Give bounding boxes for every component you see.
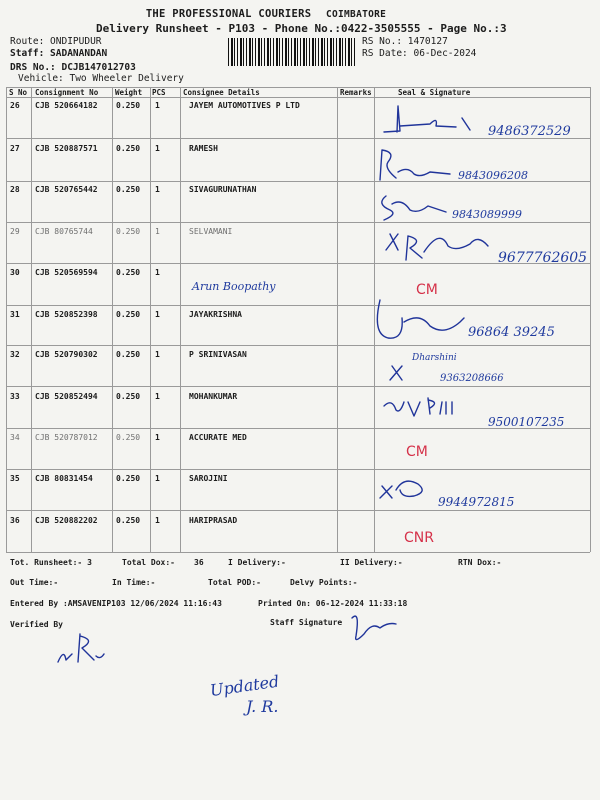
row-consignment: CJB 520569594 xyxy=(35,268,98,277)
ii-delivery-label: II Delivery:- xyxy=(340,558,403,567)
row-weight: 0.250 xyxy=(116,310,141,319)
remark-mark: CM xyxy=(416,282,438,298)
row-consignment: CJB 520790302 xyxy=(35,350,98,359)
in-time-label: In Time:- xyxy=(112,578,156,587)
row-weight: 0.250 xyxy=(116,268,141,277)
remark-mark: CNR xyxy=(404,530,434,546)
signature-mark xyxy=(382,196,446,220)
handwritten-phone: 9486372529 xyxy=(488,124,571,139)
entered-by: Entered By :AMSAVENIP103 12/06/2024 11:16:43 xyxy=(10,599,222,608)
row-consignee: JAYEM AUTOMOTIVES P LTD xyxy=(189,101,300,110)
total-pod-label: Total POD:- xyxy=(208,578,261,587)
row-pcs: 1 xyxy=(155,392,160,401)
verifier-initials-mark xyxy=(58,634,104,662)
handwritten-phone: 96864 39245 xyxy=(468,325,555,340)
col-header-consignment: Consignment No xyxy=(35,88,99,97)
row-consignee: SELVAMANI xyxy=(189,227,233,236)
col-header-signature: Seal & Signature xyxy=(398,88,471,97)
row-sno: 35 xyxy=(10,474,20,483)
delivery-points-label: Delvy Points:- xyxy=(290,578,358,587)
row-weight: 0.250 xyxy=(116,433,141,442)
col-header-remarks: Remarks xyxy=(340,88,372,97)
rtn-dox-label: RTN Dox:- xyxy=(458,558,502,567)
out-time-label: Out Time:- xyxy=(10,578,59,587)
row-pcs: 1 xyxy=(155,350,160,359)
row-weight: 0.250 xyxy=(116,350,141,359)
row-pcs: 1 xyxy=(155,101,160,110)
staff-label: Staff: SADANANDAN xyxy=(10,48,108,59)
signature-mark xyxy=(386,234,488,260)
col-header-sno: S No xyxy=(9,88,28,97)
handwritten-phone: 9944972815 xyxy=(438,495,515,509)
vehicle-label: Vehicle: Two Wheeler Delivery xyxy=(18,73,184,84)
tot-runsheet: Tot. Runsheet:- 3 xyxy=(10,558,92,567)
verified-by-label: Verified By xyxy=(10,620,63,629)
signature-mark xyxy=(380,481,422,498)
printed-on: Printed On: 06-12-2024 11:33:18 xyxy=(258,599,408,608)
row-consignment: CJB 80831454 xyxy=(35,474,93,483)
row-pcs: 1 xyxy=(155,516,160,525)
route-label: Route: ONDIPUDUR xyxy=(10,36,102,47)
remark-mark: CM xyxy=(406,444,428,460)
row-consignment: CJB 520787012 xyxy=(35,433,98,442)
row-weight: 0.250 xyxy=(116,474,141,483)
row-weight: 0.250 xyxy=(116,185,141,194)
row-sno: 33 xyxy=(10,392,20,401)
row-sno: 34 xyxy=(10,433,20,442)
row-consignment: CJB 520765442 xyxy=(35,185,98,194)
row-consignment: CJB 80765744 xyxy=(35,227,93,236)
row-pcs: 1 xyxy=(155,310,160,319)
row-consignee: JAYAKRISHNA xyxy=(189,310,242,319)
total-dox-value: 36 xyxy=(194,558,204,567)
row-consignee: RAMESH xyxy=(189,144,218,153)
i-delivery-label: I Delivery:- xyxy=(228,558,286,567)
handwritten-phone: 9363208666 xyxy=(440,373,504,384)
signature-mark xyxy=(377,300,464,338)
handwritten-name: Arun Boopathy xyxy=(192,280,276,293)
row-pcs: 1 xyxy=(155,433,160,442)
row-sno: 36 xyxy=(10,516,20,525)
signature-mark xyxy=(384,398,452,416)
signature-mark xyxy=(380,150,450,180)
row-sno: 26 xyxy=(10,101,20,110)
row-consignment: CJB 520882202 xyxy=(35,516,98,525)
company-name: THE PROFESSIONAL COURIERS xyxy=(145,8,312,20)
row-pcs: 1 xyxy=(155,268,160,277)
updated-note: Updated xyxy=(208,671,281,701)
row-consignee: MOHANKUMAR xyxy=(189,392,238,401)
row-sno: 27 xyxy=(10,144,20,153)
row-sno: 31 xyxy=(10,310,20,319)
col-header-consignee: Consignee Details xyxy=(183,88,260,97)
row-consignment: CJB 520887571 xyxy=(35,144,98,153)
handwritten-name: Dharshini xyxy=(412,353,457,363)
row-consignee: ACCURATE MED xyxy=(189,433,247,442)
row-consignment: CJB 520852494 xyxy=(35,392,98,401)
row-sno: 28 xyxy=(10,185,20,194)
col-header-weight: Weight xyxy=(115,88,143,97)
rs-date: RS Date: 06-Dec-2024 xyxy=(362,48,477,59)
updated-initials: J. R. xyxy=(246,697,279,716)
drs-number: DRS No.: DCJB147012703 xyxy=(10,62,136,73)
runsheet-subtitle: Delivery Runsheet - P103 - Phone No.:0422-3505555 - Page No.:3 xyxy=(96,22,507,35)
total-dox-label: Total Dox:- xyxy=(122,558,175,567)
row-consignee: P SRINIVASAN xyxy=(189,350,247,359)
row-consignee: HARIPRASAD xyxy=(189,516,238,525)
row-consignee: SAROJINI xyxy=(189,474,228,483)
row-sno: 29 xyxy=(10,227,20,236)
row-weight: 0.250 xyxy=(116,144,141,153)
row-pcs: 1 xyxy=(155,144,160,153)
row-consignment: CJB 520664182 xyxy=(35,101,98,110)
row-consignee: SIVAGURUNATHAN xyxy=(189,185,257,194)
row-consignment: CJB 520852398 xyxy=(35,310,98,319)
row-weight: 0.250 xyxy=(116,516,141,525)
handwritten-phone: 9500107235 xyxy=(488,415,565,429)
signature-mark xyxy=(384,106,470,132)
handwritten-phone: 9843096208 xyxy=(458,169,528,182)
row-pcs: 1 xyxy=(155,474,160,483)
handwritten-phone: 9677762605 xyxy=(498,250,588,266)
row-weight: 0.250 xyxy=(116,101,141,110)
city-name: COIMBATORE xyxy=(325,9,387,20)
handwritten-phone: 9843089999 xyxy=(452,208,522,221)
row-sno: 30 xyxy=(10,268,20,277)
staff-signature-label: Staff Signature xyxy=(270,618,343,627)
row-sno: 32 xyxy=(10,350,20,359)
row-weight: 0.250 xyxy=(116,392,141,401)
row-weight: 0.250 xyxy=(116,227,141,236)
row-pcs: 1 xyxy=(155,227,160,236)
staff-signature-mark xyxy=(352,616,396,639)
col-header-pcs: PCS xyxy=(152,88,166,97)
row-pcs: 1 xyxy=(155,185,160,194)
signature-mark xyxy=(390,366,402,380)
rs-number: RS No.: 1470127 xyxy=(362,36,448,47)
